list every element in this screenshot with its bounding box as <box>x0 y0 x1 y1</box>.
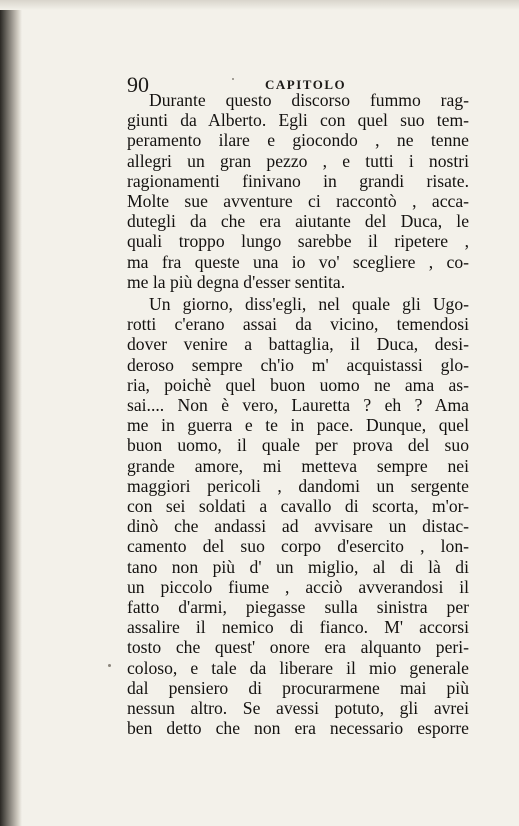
text-line: ria, poichè quel buon uomo ne ama as- <box>127 374 469 395</box>
running-title: CAPITOLO <box>265 77 347 92</box>
text-line: tosto che quest' onore era alquanto peri- <box>127 637 469 658</box>
page-binding-shadow <box>0 0 22 826</box>
text-line: dal pensiero di procurarmene mai più <box>127 677 469 698</box>
text-line: camento del suo corpo d'esercito , lon- <box>127 536 469 557</box>
text-line: dover venire a battaglia, il Duca, desi- <box>127 334 469 355</box>
text-line: giunti da Alberto. Egli con quel suo tem- <box>127 110 469 131</box>
text-line: ma fra queste una io vo' scegliere , co- <box>127 251 469 272</box>
page-number: 90 <box>127 72 149 97</box>
text-line: peramento ilare e giocondo , ne tenne <box>127 130 469 151</box>
text-line: me in guerra e te in pace. Dunque, quel <box>127 415 469 436</box>
text-line: maggiori pericoli , dandomi un sergente <box>127 475 469 496</box>
paper-speck <box>232 78 234 80</box>
text-line: un piccolo fiume , acciò avverandosi il <box>127 576 469 597</box>
text-line: ben detto che non era necessario esporre <box>127 718 469 739</box>
paragraph <box>127 294 469 738</box>
text-line: dinò che andassi ad avvisare un distac- <box>127 516 469 537</box>
text-line: quali troppo lungo sarebbe il ripetere , <box>127 231 469 252</box>
paragraph <box>127 90 469 292</box>
text-line: allegri un gran pezzo , e tutti i nostri <box>127 150 469 171</box>
text-line: assalire il nemico di fianco. M' accorsi <box>127 617 469 638</box>
text-line: rotti c'erano assai da vicino, temendosi <box>127 314 469 335</box>
text-line: dutegli da che era aiutante del Duca, le <box>127 211 469 232</box>
text-line: nessun altro. Se avessi potuto, gli avrei <box>127 698 469 719</box>
text-line: fatto d'armi, piegasse sulla sinistra per <box>127 597 469 618</box>
page-top-edge <box>0 0 519 10</box>
text-line: tano non più d' un miglio, al di là di <box>127 556 469 577</box>
text-line: con sei soldati a cavallo di scorta, m'or- <box>127 496 469 517</box>
text-line: me la più degna d'esser sentita. <box>127 271 346 292</box>
paper-speck <box>108 664 111 667</box>
text-line: deroso sempre ch'io m' acquistassi glo- <box>127 354 469 375</box>
text-line: Molte sue avventure ci raccontò , acca- <box>127 191 469 212</box>
text-line: buon uomo, il quale per prova del suo <box>127 435 469 456</box>
text-line: Un giorno, diss'egli, nel quale gli Ugo- <box>149 294 469 315</box>
text-line: sai.... Non è vero, Lauretta ? eh ? Ama <box>127 395 469 416</box>
text-line: grande amore, mi metteva sempre nei <box>127 455 469 476</box>
text-line: ragionamenti finivano in grandi risate. <box>127 170 469 191</box>
text-line: Durante questo discorso fummo rag- <box>149 90 469 110</box>
text-line: coloso, e tale da liberare il mio generale <box>127 657 469 678</box>
body-text <box>127 90 469 739</box>
